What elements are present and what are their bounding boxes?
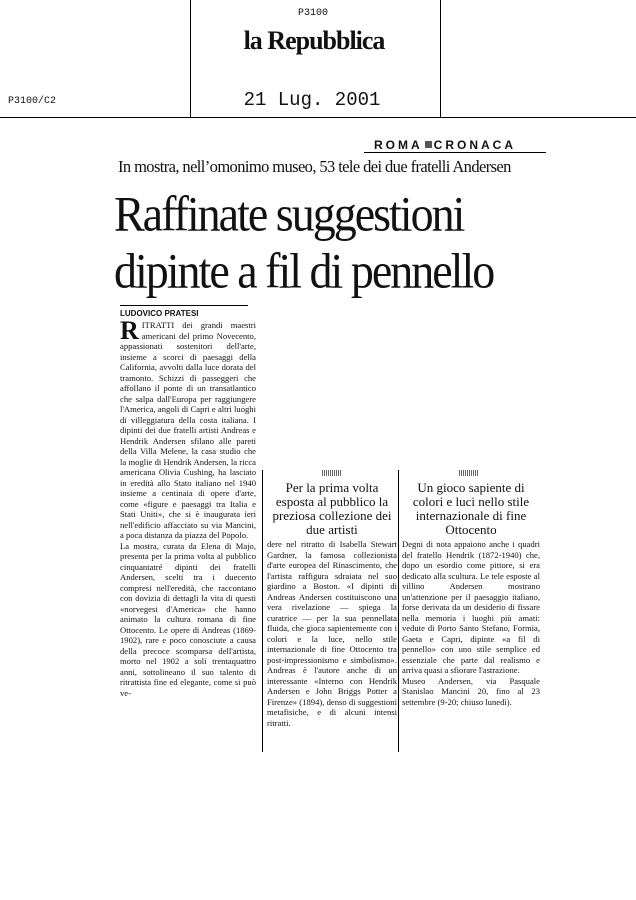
- newspaper-logo: la Repubblica: [243, 26, 385, 55]
- article-column-3: Degni di nota appaiono anche i quadri del fratello Hendrik (1872-1940) che, dopo un esordio come pittore, si era dedicato alla scultura. Le tele esposte al villino Andersen mostrano un'attenzione per il paesaggio italiano, forse derivata da un desiderio di fissare nella memoria i luoghi più amati: vedute di Porto Santo Stefano, Formia, Gaeta e Capri, dipinte «a fil di pennello» con uno stile semplice ed essenziale che parte dal realismo e arriva quasi a sfiorare l'astrazione. Museo Andersen, via Pasquale Stanislao Mancini 20, fino al 23 settembre (9-20; chiuso lunedì).: [402, 539, 540, 707]
- column-rule-1: [262, 470, 263, 752]
- article-kicker: In mostra, nell’omonimo museo, 53 tele dei due fratelli Andersen: [118, 157, 511, 176]
- subhead-ornament-1: [322, 470, 342, 476]
- column-rule-2: [398, 470, 399, 752]
- article-column-2: dere nel ritratto di Isabella Stewart Gardner, la famosa collezionista d'arte europea del Rinascimento, che l'artista raffigura sdraiata nel suo giardino a Boston. «I dipinti di Andreas Andersen costituiscono una vera rivelazione — spiega la curatrice — per la sua pennellata fluida, che gioca sapientemente con i colori e la luce, nello stile internazionale di fine Ottocento tra post-impressionismo e simbolismo». Andreas è l'autore anche di un interessante «Interno con Hendrik Andersen e John Briggs Potter a Firenze» (1894), denso di suggestioni metafisiche, e di alcuni intensi ritratti.: [267, 539, 397, 728]
- clip-date: 21 Lug. 2001: [243, 89, 381, 111]
- section-tag: [374, 138, 516, 152]
- column-1-text: ITRATTI dei grandi maestri americani del primo Novecento, appassionati sostenitori dell'arte, insieme a scorci di paesaggi della California, avvolti dalla luce dorata del tramonto. Schizzi di passeggeri che affollano il ponte di un transatlantico che salpa dall'Europa per raggiungere l'America, angoli di Capri e altri luoghi di villeggiatura della costa italiana. I dipinti dei due fratelli artisti Andreas e Hendrik Andersen sfilano alle pareti della Villa Melene, la casa studio che la moglie di Hendrik Andersen, la ricca americana Olivia Cushing, ha lasciato in eredità allo Stato italiano nel 1940 insieme a centinaia di opere d'arte, come «figure e paesaggi tra Italia e Stati Uniti», che si è inaugurata ieri nell'edificio affacciato su via Mancini, a poca distanza da piazza del Popolo. La mostra, curata da Elena di Majo, presenta per la prima volta al pubblico cinquantatré dipinti dei fratelli Andersen, scelti tra i duecento compresi nell'eredità, che raccontano con dovizia di dettagli la vita di questi «norvegesi d'America» che hanno animato la cultura romana di fine Ottocento. Le opere di Andreas (1869-1902), rare e poco conosciute a causa della precoce scomparsa dell'artista, morto nel 1902 a soli trentaquattro anni, sottolineano il suo talento di ritrattista fine ed elegante, come si può ve-: [120, 320, 256, 698]
- clip-code: P3100: [298, 8, 329, 19]
- section-rule: [364, 152, 546, 153]
- section-left: ROMA: [374, 138, 423, 152]
- drop-cap: R: [120, 316, 139, 345]
- section-right: CRONACA: [433, 138, 517, 152]
- subhead-1: Per la prima volta esposta al pubblico la preziosa collezione dei due artisti: [272, 480, 392, 537]
- header-rule-left: [190, 0, 191, 118]
- subhead-2: Un gioco sapiente di colori e luci nello stile internazionale di fine Ottocento: [412, 480, 530, 537]
- article-headline: Raffinate suggestioni dipinte a fil di pennello: [114, 186, 494, 299]
- header-rule-bottom: [0, 117, 636, 118]
- article-byline: LUDOVICO PRATESI: [120, 309, 199, 318]
- clip-side-code: P3100/C2: [8, 96, 57, 107]
- subhead-ornament-2: [459, 470, 479, 476]
- header-rule-right: [440, 0, 441, 118]
- section-separator: [425, 141, 432, 148]
- article-column-1: [120, 316, 256, 698]
- byline-rule: [120, 305, 248, 306]
